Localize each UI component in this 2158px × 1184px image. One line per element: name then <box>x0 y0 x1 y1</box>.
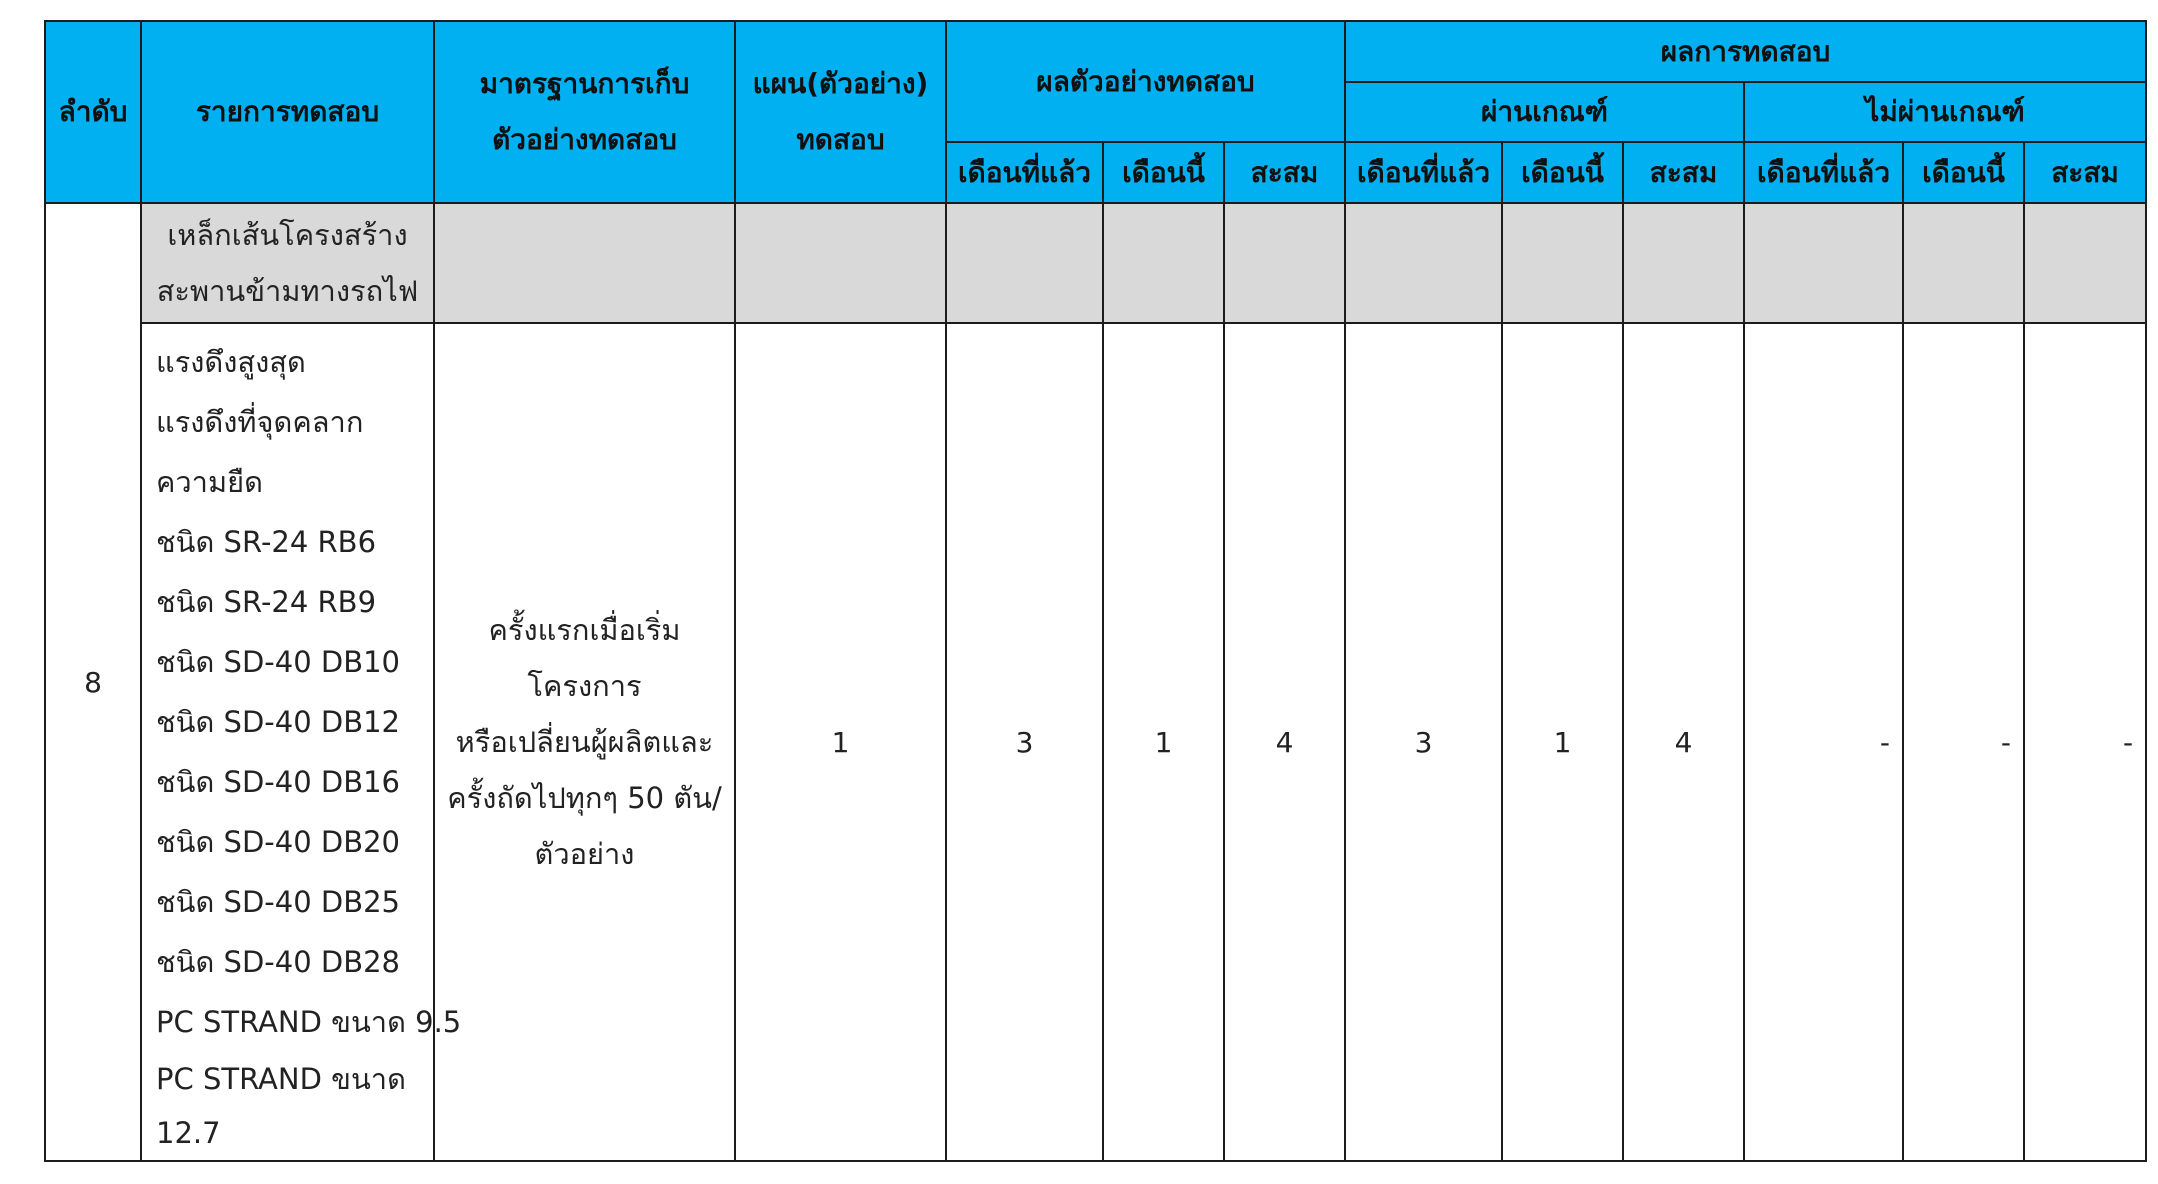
list-item: ความยืด <box>156 465 263 499</box>
list-item: ชนิด SR-24 RB9 <box>156 585 377 619</box>
header-pass-this-month: เดือนนี้ <box>1502 142 1623 203</box>
header-sample-this-month: เดือนนี้ <box>1103 142 1224 203</box>
list-item: PC STRAND ขนาด <box>156 1062 406 1096</box>
group-label-line1: เหล็กเส้นโครงสร้าง <box>167 218 408 252</box>
group-cell <box>434 203 735 323</box>
standard-line: ครั้งถัดไปทุกๆ 50 ตัน/ <box>447 781 722 815</box>
header-fail-cumulative: สะสม <box>2024 142 2146 203</box>
group-row <box>45 203 2146 323</box>
data-row <box>45 323 2146 1161</box>
standard-line: ครั้งแรกเมื่อเริ่มโครงการ <box>488 613 681 703</box>
sample-last-month-value: 3 <box>946 323 1103 1161</box>
group-cell <box>1224 203 1345 323</box>
header-pass-last-month: เดือนที่แล้ว <box>1345 142 1502 203</box>
fail-last-month-value: - <box>1744 323 1903 1161</box>
header-fail-last-month: เดือนที่แล้ว <box>1744 142 1903 203</box>
header-sampling-standard <box>434 21 735 203</box>
group-cell <box>1103 203 1224 323</box>
header-test-item: รายการทดสอบ <box>141 21 434 203</box>
group-cell <box>2024 203 2146 323</box>
group-cell <box>946 203 1103 323</box>
header-sample-last-month: เดือนที่แล้ว <box>946 142 1103 203</box>
fail-this-month-value: - <box>1903 323 2024 1161</box>
list-item: แรงดึงที่จุดคลาก <box>156 405 364 439</box>
header-failed: ไม่ผ่านเกณฑ์ <box>1744 82 2146 142</box>
group-label-line2: สะพานข้ามทางรถไฟ <box>156 274 419 308</box>
header-order: ลำดับ <box>45 21 141 203</box>
group-cell <box>1903 203 2024 323</box>
list-item: PC STRAND ขนาด 9.5 <box>156 1005 462 1039</box>
group-cell <box>1502 203 1623 323</box>
plan-value: 1 <box>735 323 946 1161</box>
group-cell <box>1744 203 1903 323</box>
list-item: ชนิด SD-40 DB10 <box>156 645 401 679</box>
pass-cumulative-value: 4 <box>1623 323 1744 1161</box>
sampling-standard-cell <box>434 323 735 1161</box>
header-sample-cumulative: สะสม <box>1224 142 1345 203</box>
test-items-list <box>141 323 462 1161</box>
list-item: ชนิด SD-40 DB20 <box>156 825 401 859</box>
list-item: ชนิด SD-40 DB28 <box>156 945 401 979</box>
sample-cumulative-value: 4 <box>1224 323 1345 1161</box>
standard-line: ตัวอย่าง <box>534 837 635 871</box>
header-sampling-standard-line2: ตัวอย่างทดสอบ <box>492 123 677 156</box>
header-test-results: ผลการทดสอบ <box>1345 21 2146 82</box>
header-pass-cumulative: สะสม <box>1623 142 1744 203</box>
header-sampling-standard-line1: มาตรฐานการเก็บ <box>479 67 690 100</box>
standard-line: หรือเปลี่ยนผู้ผลิตและ <box>455 725 714 759</box>
fail-cumulative-value: - <box>2024 323 2146 1161</box>
header-plan-line1: แผน(ตัวอย่าง) <box>752 67 929 100</box>
sample-this-month-value: 1 <box>1103 323 1224 1161</box>
list-item: ชนิด SD-40 DB25 <box>156 885 401 919</box>
group-cell <box>1345 203 1502 323</box>
header-fail-this-month: เดือนนี้ <box>1903 142 2024 203</box>
pass-last-month-value: 3 <box>1345 323 1502 1161</box>
row-order: 8 <box>45 203 141 1161</box>
header-sample-results: ผลตัวอย่างทดสอบ <box>946 21 1345 142</box>
group-label <box>141 203 434 323</box>
header-plan <box>735 21 946 203</box>
test-results-table <box>44 20 2147 1162</box>
list-item: ชนิด SD-40 DB12 <box>156 705 401 739</box>
pass-this-month-value: 1 <box>1502 323 1623 1161</box>
group-cell <box>1623 203 1744 323</box>
list-item: 12.7 <box>156 1116 221 1150</box>
header-plan-line2: ทดสอบ <box>796 123 885 156</box>
list-item: ชนิด SD-40 DB16 <box>156 765 401 799</box>
list-item: ชนิด SR-24 RB6 <box>156 525 377 559</box>
group-cell <box>735 203 946 323</box>
list-item: แรงดึงสูงสุด <box>156 345 306 379</box>
header-passed: ผ่านเกณฑ์ <box>1345 82 1744 142</box>
header-row-1 <box>45 21 2146 82</box>
